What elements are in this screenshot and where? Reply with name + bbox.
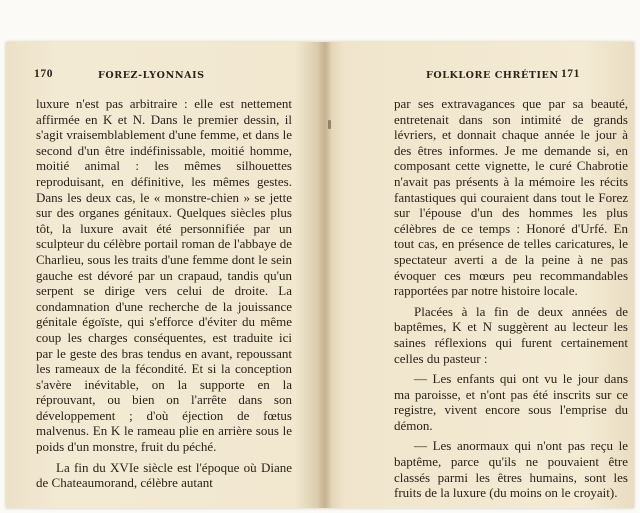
right-page-text bbox=[394, 96, 628, 501]
book-gutter bbox=[318, 42, 332, 508]
right-running-title: FOLKLORE CHRÉTIEN bbox=[426, 70, 559, 81]
ink-mark bbox=[328, 120, 331, 129]
right-page-number: 171 bbox=[560, 68, 580, 80]
left-paragraph-1: luxure n'est pas arbitraire : elle est nettement affirmée en K et N. Dans le premier dessin, il s'agit vraisemblablement d'une femme, et dans le second d'un être indéfinissable, moitié homme, moitié animal : les mêmes silhouettes reproduisant, en définitive, les mêmes gestes. Dans les deux cas, le « monstre-chien » se jette sur des organes génitaux. Quelques siècles plus tôt, la luxure avait été personnifiée par un sculpteur du célèbre portail roman de l'abbaye de Charlieu, sous les traits d'une femme dont le sein gauche est dévoré par un crapaud, tandis qu'un serpent se dirige vers celui de droite. La condamnation d'une recherche de la jouissance génitale égoïste, qui s'efforce d'éviter du même coup les charges conséquentes, est traduite ici par le geste des bras tendus en avant, repoussant les rameaux de la fécondité. Et si la conception s'avère inévitable, on la supporte en la réprouvant, ou bien on l'arrête dans son développement ; d'où éjection de fœtus malvenus. En K le rameau plie en arrière sous le poids d'un monstre, fruit du péché. bbox=[36, 96, 292, 455]
left-running-title: FOREZ-LYONNAIS bbox=[98, 70, 205, 81]
right-paragraph-4: — Les anormaux qui n'ont pas reçu le baptême, parce qu'ils ne pouvaient être classés parmi les êtres humains, sont les fruits de la luxure (du moins on le croyait). bbox=[394, 438, 628, 501]
right-running-head bbox=[332, 70, 634, 86]
right-paragraph-2: Placées à la fin de deux années de baptêmes, K et N suggèrent au lecteur les saines réflexions qui furent certainement celles du pasteur : bbox=[394, 303, 628, 366]
left-running-head bbox=[6, 70, 318, 86]
book-spread bbox=[6, 42, 634, 508]
right-page bbox=[332, 42, 634, 508]
left-page-number: 170 bbox=[34, 68, 54, 80]
right-paragraph-1: par ses extravagances que par sa beauté, entretenait dans son intimité de grands lévriers, et donnait chaque année le jour à des êtres informes. Je me demande si, en composant cette vignette, le curé Chabrotie n'avait pas présents à la mémoire les récits fantastiques qui couraient dans tout le Forez sur l'épouse d'un des hommes les plus célèbres de ce temps : Honoré d'Urfé. En tout cas, en présence de telles caricatures, le spectateur averti a de la peine à ne pas évoquer ces mœurs peu recommandables rapportées par notre histoire locale. bbox=[394, 96, 628, 299]
right-paragraph-3: — Les enfants qui ont vu le jour dans ma paroisse, et n'ont pas été inscrits sur ce registre, vivent encore sous l'emprise du démon. bbox=[394, 371, 628, 433]
left-paragraph-2: La fin du XVIe siècle est l'époque où Diane de Chateaumorand, célèbre autant bbox=[36, 459, 292, 491]
left-page-text bbox=[36, 96, 292, 491]
left-page bbox=[6, 42, 318, 508]
